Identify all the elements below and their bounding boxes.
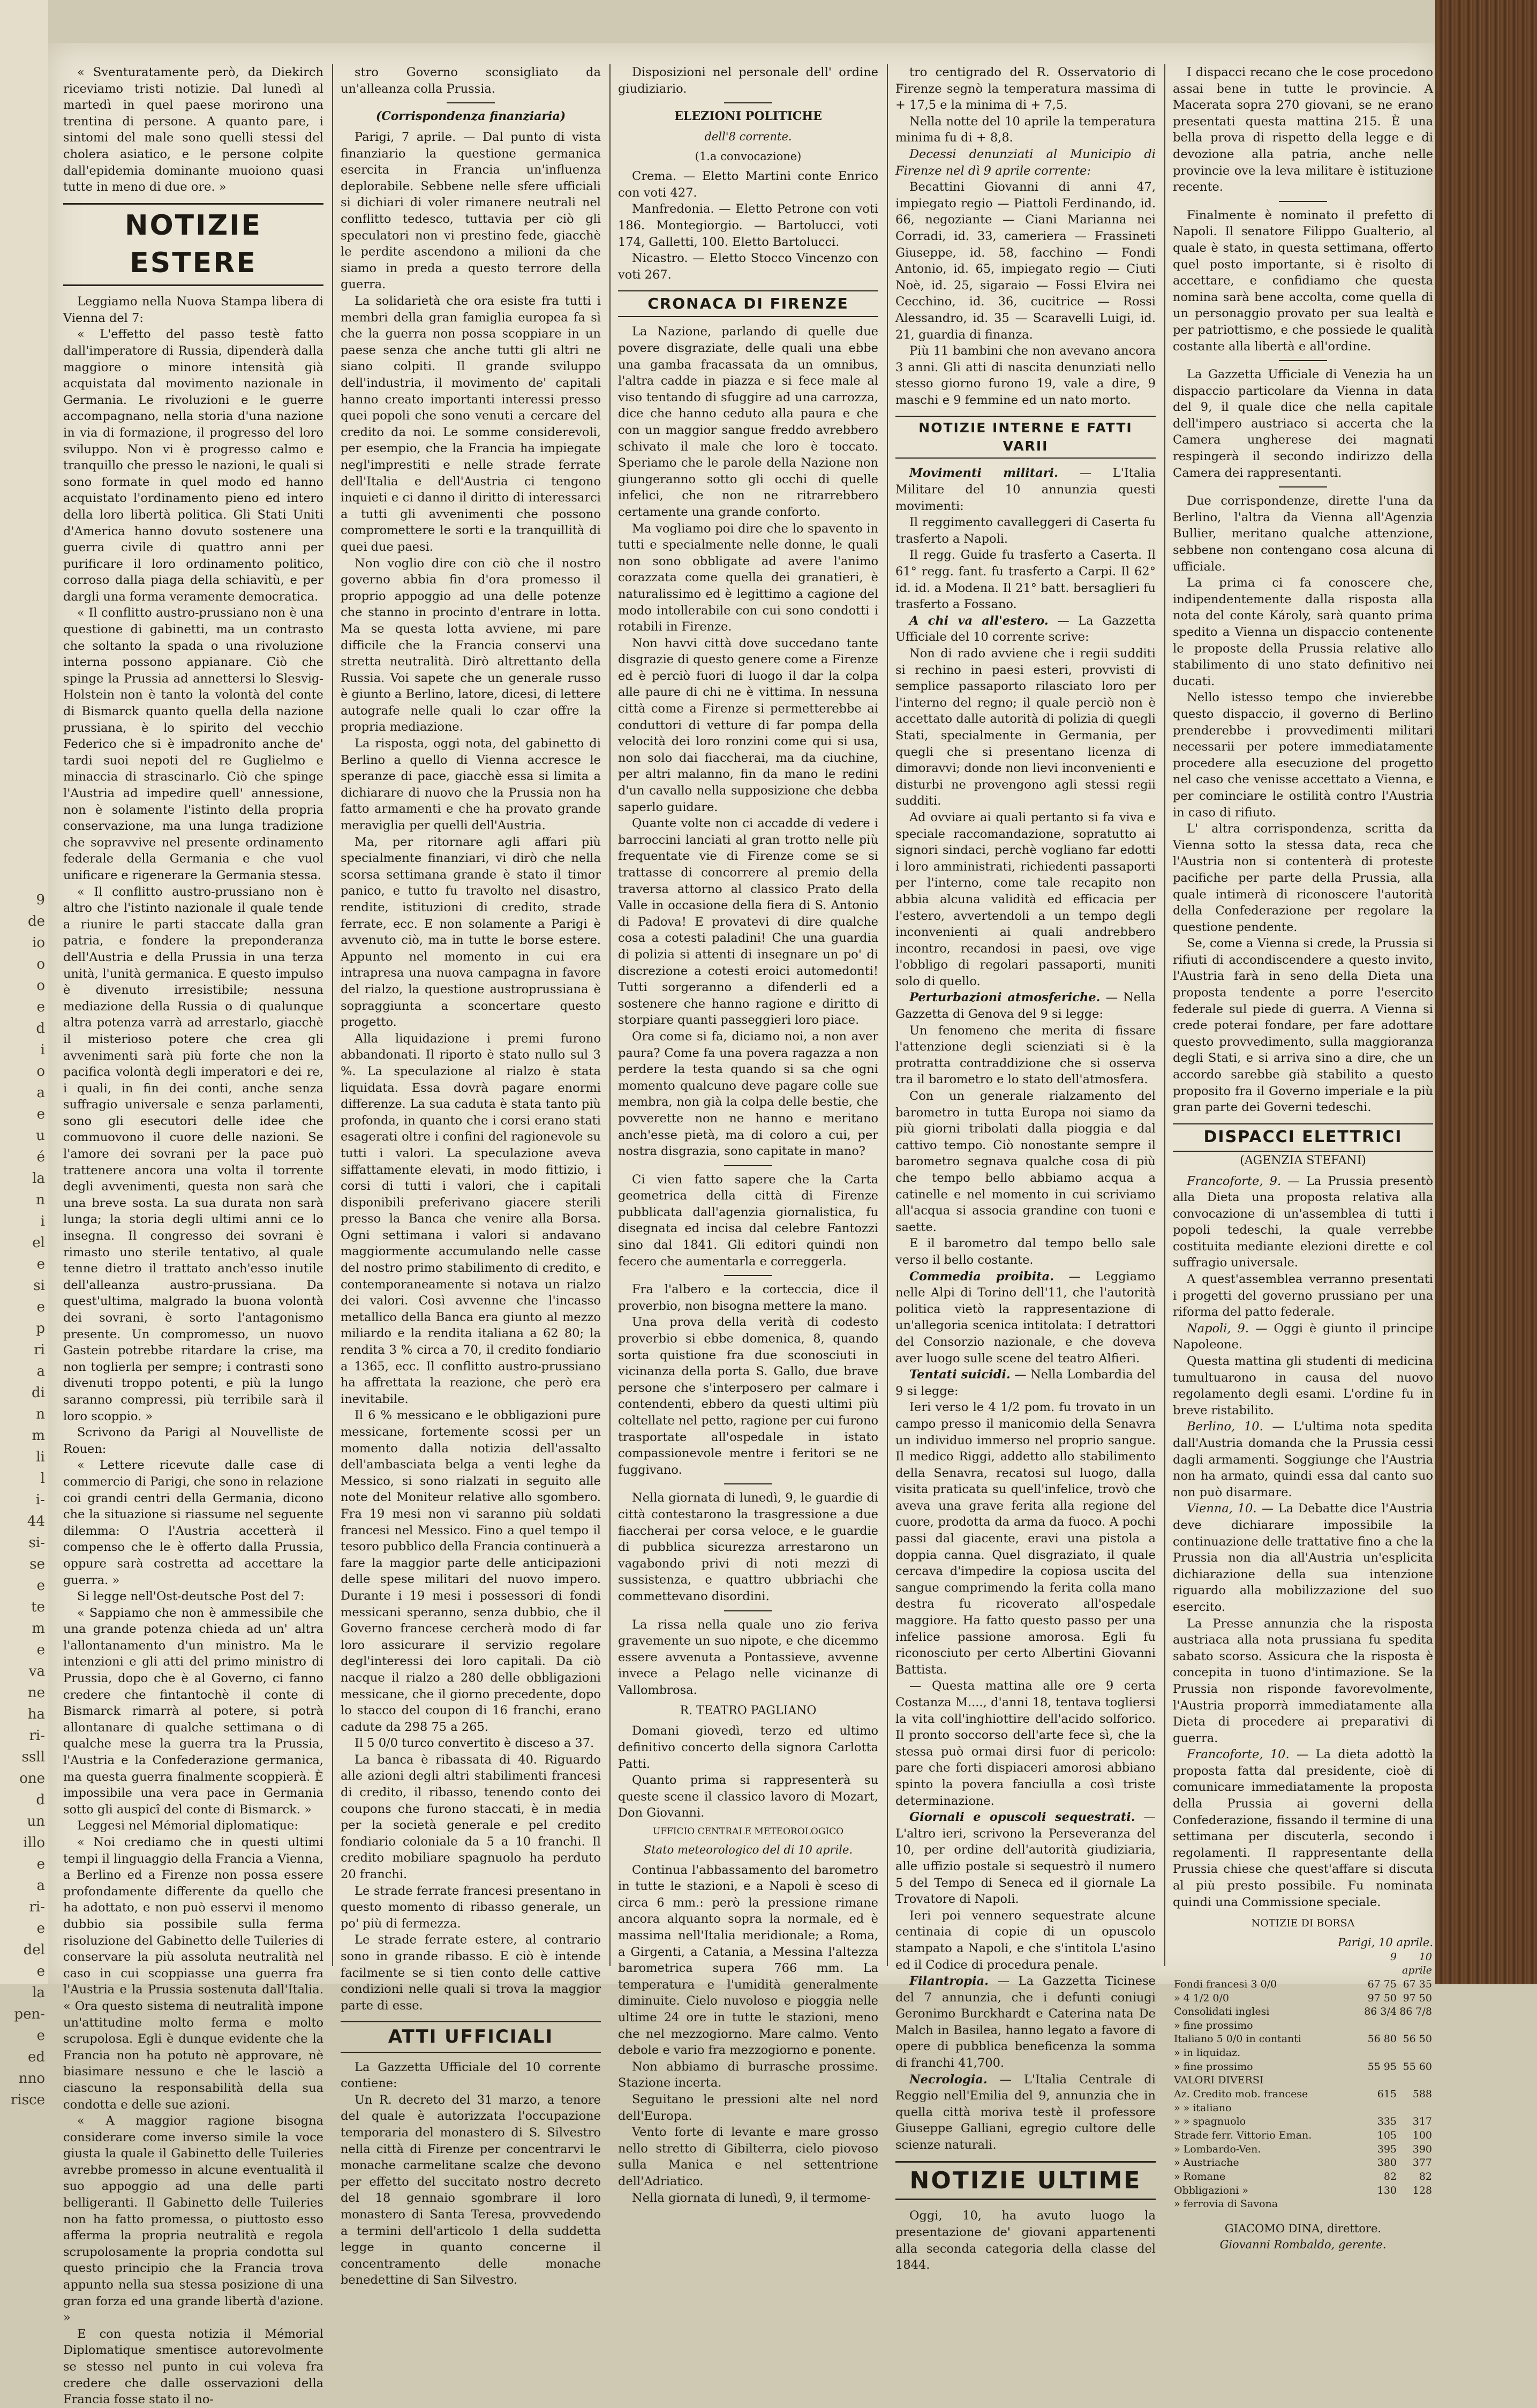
c3-e3: Nicastro. — Eletto Stocco Vincenzo con voti 267. (618, 251, 878, 282)
c4-p10: — Nella Gazzetta di Genova del 9 si legge: (895, 991, 1156, 1022)
margin-fragment: ed (27, 2049, 45, 2065)
margin-fragment: é (36, 1149, 45, 1165)
borsa-label-cell: Az. Credito mob. francese (1174, 2088, 1308, 2101)
c2-p4: La risposta, oggi nota, del gabinetto di Berlino a quello di Vienna accresce le speranze di pace, giacchè essa si limita a dichiarare di nuovo che la Prussia non ha fatto armamenti e che ha provato grande meraviglia per quelli dell'Austria. (341, 737, 601, 833)
margin-fragment: n (36, 1192, 45, 1208)
c2-opening: stro Governo sconsigliato da un'alleanza colla Prussia. (341, 65, 601, 96)
c4-p12: Con un generale rialzamento del barometro in tutta Europa noi siamo da più giorni tribolati dalla pioggia e dal cattivo tempo. Ciò nonostante sempre il barometro segnava qualche cosa di più che tempo bello abbiamo acqua a catinelle e nel momento in cui scriviamo all'acqua si associa grandine con tuoni e saette. (895, 1089, 1156, 1234)
margin-fragment: i- (35, 1492, 45, 1508)
borsa-label-cell: » in liquidaz. (1174, 2047, 1241, 2059)
c5-d8-para (1173, 1746, 1433, 1910)
c2-p3: Non voglio dire con ciò che il nostro governo abbia fin d'ora promesso il proprio appoggio ad una delle potenze che stanno in procinto d'entrare in lotta. Ma se questa lotta avviene, mi pare difficile che la Francia conservi una stretta neutralità. Dirò altrettanto della Russia. Voi sapete che un generale russo è giunto a Berlino, latore, dicesi, di lettere autografe nelle quali lo czar offre la propria mediazione. (341, 556, 601, 734)
c3-p13: Continua l'abbassamento del barometro in tutte le stazioni, e a Napoli è sceso di circa 6 mm.: però la pressione rimane ancora alquanto sopra la normale, ed è massima nell'Italia meridionale; a Roma, a Girgenti, a Catania, a Messina l'altezza barometrica supera 766 mm. La temperatura e l'umidità generalmente diminuite. Cielo nuvoloso e pioggia nelle ultime 24 ore in tutte le stazioni, meno che nel mezzogiorno. Mare calmo. Vento debole e vario fra mezzogiorno e ponente. (618, 1863, 878, 2058)
column-2 (341, 64, 601, 2287)
separator (1279, 360, 1327, 361)
notizie-interne-heading: NOTIZIE INTERNE E FATTI VARII (895, 416, 1156, 459)
borsa-place: Parigi, 10 aprile. (1338, 1936, 1433, 1949)
c2-p5: Ma, per ritornare agli affari più specialmente finanziari, vi dirò che nella scorsa settimana grande è stato il timor panico, e tutto fu travolto nel disastro, rendite, istituzioni di credito, strade ferrate, ecc. E non solamente a Parigi è avvenuto ciò, ma in tutte le borse estere. Appunto nel momento in cui era intrapresa una nuova campagna in favore del rialzo, la questione austroprussiana è sopraggiunta a sconcertare questo progetto. (341, 835, 601, 1030)
c4-para-4 (895, 465, 1156, 514)
c1-p12: E con questa notizia il Mémorial Diplomatique smentisce autorevolmente se stesso nel punto in cui voleva fra credere che dalle osservazioni della Francia fosse stato il no- (63, 2327, 323, 2407)
c5-d6-para (1173, 1501, 1433, 1615)
borsa-label-cell: » Austriache (1174, 2157, 1239, 2169)
borsa-value-cell: 56 50 (1403, 2033, 1432, 2045)
margin-fragment: la (32, 1171, 45, 1187)
margin-fragment: u (36, 1128, 45, 1144)
margin-fragment: m (32, 1621, 45, 1637)
c5-d3-para (1173, 1321, 1433, 1353)
borsa-row (1173, 2129, 1433, 2143)
borsa-subheader-row (1173, 1964, 1433, 1978)
borsa-value-cell: 97 50 (1367, 1992, 1397, 2004)
margin-fragment: ri- (29, 1899, 45, 1915)
c5-d6-place: Vienna, 10. (1187, 1502, 1257, 1516)
borsa-header-cell: 10 (1419, 1951, 1432, 1963)
c5-d8: — La dieta adottò la proposta fatta dal presidente, cioè di comunicare immediatamente la proposta della Prussia ai governi della Confederazione, fissando il termine di una settimana per discuterla, secondo i regolamenti. Il rappresentante della Prussia chiese che quest'affare si discuta al più presto possibile. Fu nominata quindi una Commissione speciale. (1173, 1747, 1434, 1909)
borsa-row (1173, 2032, 1433, 2046)
c4-p3: Più 11 bambini che non avevano ancora 3 anni. Gli atti di nascita denunziati nello stesso giorno furono 19, vale a dire, 9 maschi e 9 femmine ed un nato morto. (895, 344, 1156, 407)
borsa-label-cell: Obbligazioni » (1174, 2184, 1249, 2196)
c2-p12: La Gazzetta Ufficiale del 10 corrente contiene: (341, 2060, 601, 2091)
elezioni-date: dell'8 corrente. (704, 130, 792, 144)
margin-fragment: si (33, 1278, 45, 1294)
atti-ufficiali-heading: ATTI UFFICIALI (341, 2021, 601, 2052)
margin-fragment: te (31, 1599, 45, 1615)
c5-d1: — La Prussia presentò alla Dieta una proposta relativa alla convocazione di un'assemblea di tutti i popoli tedeschi, la quale verrebbe costituita mediante elezioni dirette e col suffragio universale. (1173, 1174, 1433, 1270)
c1-p4: « Il conflitto austro-prussiano non è altro che l'istinto nazionale il quale tende a riunire le parti staccate dalla gran patria, e fondere la preponderanza dell'Austria e della Prussia in una terza unità, l'unità germanica. E questo impulso è divenuto irresistibile; nessuna mediazione della Russia o di qualunque altra potenza varrà ad arrestarlo, giacchè il misterioso potere che crea gli avvenimenti sarà più forte che non la pacifica volontà degli imperatori e dei re, i quali, in fin dei conti, anche senza suffragio universale e senza parlamenti, sono gli esecutori delle idee che commuovono il cuore delle nazioni. Se l'amore dei sovrani per la pace può trattenere ancora una volta il torrente degli avvenimenti, questa non sarà che una breve sosta. La sua durata non sarà lunga; la storia degli ultimi anni ce lo insegna. Il congresso dei sovrani è rimasto uno sterile tentativo, al quale tenne dietro il trattato anch'esso inutile dell'alleanza austro-prussiana. Da quest'ultima, malgrado la buona volontà dei sovrani, è sorto l'antagonismo presente. Un compromesso, un nuovo Gastein potrebbe ritardare la crise, ma non toglierla per sempre; i contrasti sono divenuti troppo potenti, e più la lungo saranno compressi, più terribile sarà il loro scoppio. » (63, 884, 323, 1423)
dispacci-heading: DISPACCI ELETTRICI (1173, 1123, 1433, 1152)
c4-kicker-20: Filantropia. (909, 1974, 989, 1989)
c3-p10: La rissa nella quale uno zio feriva gravemente un suo nipote, e che dicemmo essere avvenuta a Pontassieve, avvenne invece a Pelago nelle vicinanze di Vallombrosa. (618, 1617, 878, 1697)
margin-fragment: risce (10, 2092, 45, 2108)
c5-p1: I dispacci recano che le cose procedono assai bene in tutte le provincie. A Macerata sopra 270 giovani, se ne erano presentati questa mattina 215. È una bella prova di rispetto della legge e di devozione alla patria, anche nelle provincie ove la leva militare è istituzione recente. (1173, 65, 1433, 194)
c4-p0: Nella notte del 10 aprile la temperatura minima fu di + 8,8. (895, 114, 1156, 145)
column-3 (618, 64, 878, 2205)
margin-fragment: e (36, 1856, 45, 1872)
c3-p2: Ma vogliamo poi dire che lo spavento in tutti e specialmente nelle donne, le quali non sono obbligate ad avere l'animo corazzata come quella dei granatieri, è naturalissimo ed è legittimo a cagione del modo intollerabile con cui sono condotti i rotabili in Firenze. (618, 521, 878, 634)
c4-p18: — L'altro ieri, scrivono la Perseveranza del 10, per ordine dell'autorità giudiziaria, alle uffizio postale si sequestrò il numero 5 del Tempo di Seneca ed il giornale La Trovatore di Napoli. (895, 1810, 1156, 1907)
c4-p22: Oggi, 10, ha avuto luogo la presentazione de' giovani appartenenti alla seconda categoria della classe del 1844. (895, 2209, 1156, 2272)
c4-kicker-15: Tentati suicidi. (909, 1368, 1011, 1382)
margin-fragment: li (36, 1449, 45, 1465)
c4-p13: E il barometro dal tempo bello sale verso il bello costante. (895, 1236, 1156, 1267)
borsa-row (1173, 2184, 1433, 2198)
c4-p4: — L'Italia Militare del 10 annunzia questi movimenti: (895, 466, 1156, 513)
margin-fragment: e (36, 999, 45, 1015)
c3-p7: Fra l'albero e la corteccia, dice il proverbio, non bisogna mettere la mano. (618, 1282, 878, 1313)
borsa-label-cell: » Romane (1174, 2170, 1226, 2182)
borsa-row (1173, 2197, 1433, 2211)
c4-p11: Un fenomeno che merita di fissare l'attenzione degli scienziati si è la protratta contraddizione che si osserva tra il barometro e lo stato dell'atmosfera. (895, 1023, 1156, 1087)
newspaper-page (48, 43, 1435, 2407)
borsa-header-cell (1173, 1951, 1362, 1964)
separator (724, 102, 772, 103)
margin-fragment: e (36, 1299, 45, 1315)
c4-p21: — L'Italia Centrale di Reggio nell'Emilia del 9, annunzia che in quella città moriva testè il professore Giuseppe Galliani, egregio cultore delle scienze naturali. (895, 2072, 1156, 2152)
c3-p15: Seguitano le pressioni alte nel nord dell'Europa. (618, 2092, 878, 2123)
c5-p8: Se, come a Vienna si crede, la Prussia si rifiuti di accondiscendere a questo invito, l'Austria farà in seno della Dieta una proposta tendente a porre l'esercito federale sul piede di guerra. A Vienna si crede poterai fondare, per fare adottare questo provvedimento, sulla maggioranza degli Stati, e si arriva sino a dire, che un accordo sarebbe già stabilito a questo proposito fra il Governo imperiale e la più gran parte dei Governi tedeschi. (1173, 936, 1433, 1115)
c4-p15: — Nella Lombardia del 9 si legge: (895, 1368, 1156, 1398)
borsa-value-cell: 128 (1412, 2184, 1432, 2196)
margin-fragment: e (36, 1578, 45, 1594)
c2-p11: Le strade ferrate estere, al contrario sono in grande ribasso. E ciò è intende facilmente se si tien conto delle cattive condizioni nelle quali si trova la maggior parte di esse. (341, 1933, 601, 2013)
c5-p7: L' altra corrispondenza, scritta da Vienna sotto la stessa data, reca che l'Austria non si contenterà di proteste pacifiche per parte della Prussia, alla quale intimerà di riconoscere l'autorità della Confederazione per regolare la questione pendente. (1173, 822, 1433, 934)
meteo-heading: UFFICIO CENTRALE METEOROLOGICO (652, 1826, 844, 1837)
c1-p6: « Lettere ricevute dalle case di commercio di Parigi, che sono in relazione coi grandi centri della Germania, dicono che la situazione si riassume nel seguente dilemma: O l'Austria accetterà il compenso che le è offerto dalla Prussia, oppure sarà costretta ad accettare la guerra. » (63, 1458, 323, 1587)
borsa-label-cell: » » spagnuolo (1174, 2116, 1246, 2128)
margin-fragment: a (36, 1085, 45, 1101)
c3-p4: Quante volte non ci accadde di vedere i barroccini lanciati al gran trotto nelle più frequentate vie di Firenze come se si trattasse di concorrere al premio della traversa attorno al classico Prato della Valle in occasione della fiera di S. Antonio di Padova! E provatevi di dire qualche cosa a cotesti paladini! Che una guardia di polizia si attenti di insegnare un po' di discrezione a cotesti eroici automedonti! Tutti sorgeranno a difenderli ed a sostenere che hanno ragione e diritto di storpiare quanti passeggieri loro piace. (618, 816, 878, 1027)
c5-d5: — L'ultima nota spedita dall'Austria domanda che la Prussia cessi dagli armamenti. Soggiunge che l'Austria non ha armato, quindi essa dal canto suo non può disarmare. (1173, 1420, 1433, 1499)
borsa-value-cell (1398, 2102, 1433, 2116)
column-5 (1173, 64, 1434, 2252)
borsa-row (1173, 2102, 1433, 2116)
margin-fragment: o (36, 978, 45, 994)
margin-fragment: m (32, 1428, 45, 1444)
margin-fragment: io (32, 935, 45, 951)
borsa-label-cell: » ferrovia di Savona (1174, 2198, 1278, 2210)
borsa-value-cell: 588 (1412, 2088, 1432, 2101)
c3-opening: Disposizioni nel personale dell' ordine giudiziario. (618, 65, 878, 96)
margin-fragment: o (36, 956, 45, 972)
borsa-value-cell (1362, 2019, 1398, 2033)
c1-p7: Si legge nell'Ost-deutsche Post del 7: (77, 1589, 305, 1604)
margin-fragment: e (36, 1642, 45, 1658)
borsa-value-cell: 86 7/8 (1399, 2006, 1432, 2018)
c3-p3: Non havvi città dove succedano tante disgrazie di questo genere come a Firenze ed è perciò fuori di luogo il dar la colpa alle paure di chi ne è vittima. In nessuna città come a Firenze si permetterebbe ai conduttori di vetture di far pompa della velocità dei loro ronzini come qui si usa, non solo dai fiaccherai, ma da ciuchine, per altri malanno, fin da mano le redini d'un cavallo nella supposizione che debba saperlo guidare. (618, 636, 878, 814)
margin-fragment: e (36, 1106, 45, 1122)
c2-p1: Parigi, 7 aprile. — Dal punto di vista finanziario la questione germanica esercita in Francia un'influenza deplorabile. Sebbene nelle sfere ufficiali si dichiari di voler rimanere neutrali nel conflitto tedesco, tuttavia per ciò gli speculatori non vi prestino fede, giacchè le perdite ascendono a milioni da che siamo in preda a questo terrore della guerra. (341, 130, 601, 292)
c5-d7: La Presse annunzia che la risposta austriaca alla nota prussiana fu spedita sabato scorso. Assicura che la risposta è concepita in tuono d'intimazione. Se la Prussia non risponde favorevolmente, l'Austria proporrà immediatamente alla Dieta di procedere ai preparativi di guerra. (1173, 1616, 1433, 1745)
notizie-ultime-heading: NOTIZIE ULTIME (895, 2161, 1156, 2201)
borsa-value-cell: 82 (1383, 2170, 1397, 2182)
c1-p9: Leggesi nel Mémorial diplomatique: (77, 1819, 298, 1833)
c5-d3: — Oggi è giunto il principe Napoleone. (1173, 1321, 1433, 1352)
borsa-value-cell: 615 (1377, 2088, 1397, 2101)
c2-p7: Il 6 % messicano e le obbligazioni pure messicane, fortemente scossi per un momento dalla notizia dell'assalto dell'ambasciata belga a venti leghe da Messico, si sono rialzati in seguito alle note del Moniteur relative allo sgombero. Fra 19 mesi non vi saranno più soldati francesi nel Messico. Fino a quel tempo il tesoro pubblico della Francia continuerà a fare la maggior parte delle anticipazioni delle spese militari del nuovo impero. Durante i 19 mesi i possessori di fondi messicani speranno, senza dubbio, che il Governo francese cercherà modo di far loro assicurare il servizio regolare degl'interessi dei loro capitali. Da ciò nacque il rialzo a 280 delle obbligazioni messicane, che il giorno precedente, dopo lo stacco del coupon di 16 franchi, erano cadute da 298 75 a 265. (341, 1408, 601, 1734)
dispacci-agency: (AGENZIA STEFANI) (1240, 1153, 1366, 1167)
margin-fragment: e (36, 1963, 45, 1979)
c4-p20: — La Gazzetta Ticinese del 7 annunzia, che i defunti coniugi Geronimo Burckhardt e Caterina nata De Malch in Basilea, hanno legato a favore di opere di pubblica beneficenza la somma di franchi 41,700. (895, 1974, 1156, 2071)
borsa-label-cell: Strade ferr. Vittorio Eman. (1174, 2129, 1312, 2141)
column-1 (63, 64, 323, 2407)
c2-p13: Un R. decreto del 31 marzo, a tenore del quale è autorizzata l'occupazione temporaria del monastero di S. Silvestro nella città di Firenze per concentrarvi le monache carmelitane scalze che devono per effetto del succitato nostro decreto del 18 gennaio sgombrare il loro monastero di Santa Teresa, provvedendo a termini dell'articolo 1 della suddetta legge in quanto concerne il concentramento delle monache benedettine di San Silvestro. (341, 2092, 601, 2287)
margin-fragment: si- (28, 1535, 45, 1551)
c2-p2: La solidarietà che ora esiste fra tutti i membri della gran famiglia europea fa sì che la guerra non possa scoppiare in un paese senza che anche tutti gli altri ne siano colpiti. Il grande sviluppo dell'industria, il movimento de' capitali hanno creato importanti interessi presso quei popoli che sono venuti a cercare del credito da noi. Le somme considerevoli, per esempio, che la Francia ha impiegate negl'imprestiti e nelle strade ferrate dell'Italia e dell'Austria ci tengono inquieti e ci danno il diritto di interessarci a tutti gli avvenimenti che possono compromettere le sorti e la tranquillità di quei due paesi. (341, 294, 601, 554)
c4-p19: Ieri poi vennero sequestrate alcune centinaia di copie di un opuscolo stampato a Napoli, e che s'intitola L'asino ed il Codice di procedura penale. (895, 1908, 1156, 1972)
separator (1279, 201, 1327, 202)
c3-p17: Nella giornata di lunedì, 9, il termome- (632, 2191, 871, 2205)
meteo-subheading: Stato meteorologico del di 10 aprile. (643, 1843, 853, 1857)
c4-para-15 (895, 1367, 1156, 1399)
c4-para-18 (895, 1809, 1156, 1908)
margin-fragment: n (36, 1406, 45, 1422)
c1-p8: « Sappiamo che non è ammessibile che una grande potenza chieda ad un' altra l'allontanamento d'un ministro. Ma le intenzioni e gli atti del primo ministro di Prussia, dopo che è al Governo, ci fanno credere che fintantochè il conte di Bismarck rimarrà al potere, si potrà allontanare di qualche settimana o di qualche mese la guerra tra la Prussia, l'Austria e la Confederazione germanica, ma questa guerra finalmente scoppierà. È impossibile una vera pace in Germania sotto gli auspicî del conte di Bismarck. » (63, 1606, 323, 1817)
margin-fragment: i (40, 1042, 45, 1058)
margin-fragment: p (36, 1321, 45, 1337)
borsa-value-cell: 100 (1412, 2129, 1432, 2141)
c5-d4: Questa mattina gli studenti di medicina tumultuarono in causa del nuovo regolamento degli esami. L'ordine fu in breve ristabilito. (1173, 1354, 1433, 1417)
c3-p8: Una prova della verità di codesto proverbio si ebbe domenica, 8, quando sorta quistione fra due sconosciuti in vicinanza della porta S. Gallo, due brave persone che s'interposero per calmare i contendenti, ebbero da questi ultimi più coltellate nel petto, ragione per cui furono trasportate all'ospedale in istato compassionevole mentre i feritori se ne fuggivano. (618, 1315, 878, 1477)
c5-d8-place: Francoforte, 10. (1187, 1747, 1290, 1762)
c5-d1-para (1173, 1173, 1433, 1272)
c3-p14: Non abbiamo di burrasche prossime. Stazione incerta. (618, 2059, 878, 2090)
borsa-value-cell: 67 75 (1367, 1978, 1397, 1990)
c5-p4: Due corrispondenze, dirette l'una da Berlino, l'altra da Vienna all'Agenzia Bullier, meritano qualche attenzione, sebbene non contengano cosa alcuna di ufficiale. (1173, 494, 1433, 574)
margin-fragment: l (40, 1471, 45, 1487)
margin-fragment: a (36, 1878, 45, 1894)
margin-fragment: de (27, 913, 45, 929)
c4-p2: Becattini Giovanni di anni 47, impiegato regio — Piattoli Ferdinando, id. 66, negoziante — Ciani Marianna nei Corradi, id. 33, cameriera — Frassineti Giuseppe, id. 58, facchino — Fondi Antonio, id. 65, impiegato regio — Ciuti Noè, id. 25, sigaraio — Fossi Elvira nei Cecchino, id. 36, cucitrice — Rossi Alessandro, id. 35 — Scaravelli Luigi, id. 21, guardia di finanza. (895, 180, 1156, 342)
c4-kicker-4: Movimenti militari. (909, 466, 1058, 481)
borsa-row (1173, 2143, 1433, 2157)
c4-para-7 (895, 613, 1156, 646)
separator (724, 1610, 772, 1611)
c1-p11: « A maggior ragione bisogna considerare come inverso simile la voce giusta la quale il Gabinetto delle Tuileries avrebbe promesso in alcune eventualità il suo appoggio ad una delle parti belligeranti. Il Gabinetto delle Tuileries non ha fatto promessa, o piuttosto esso afferma la propria neutralità e regola scrupolosamente la propria condotta sul questo principio che la Francia trova appunto nella sua stessa posizione di una gran forza ed una grande libertà d'azione. » (63, 2114, 323, 2325)
c4-p1: Decessi denunziati al Municipio di Firenze nel dì 9 aprile corrente: (895, 147, 1156, 178)
c4-para-20 (895, 1973, 1156, 2072)
c4-kicker-10: Perturbazioni atmosferiche. (909, 991, 1101, 1005)
margin-fragment: one (19, 1771, 45, 1787)
margin-fragment: illo (23, 1835, 45, 1851)
c4-p16: Ieri verso le 4 1/2 pom. fu trovato in un campo presso il manicomio della Senavra un individuo immerso nel proprio sangue. Il medico Riggi, addetto allo stabilimento della Senavra, recatosi sul luogo, dalla visita praticata su quell'infelice, trovò che aveva una grave ferita alla regione del cuore, prodotta da arma da fuoco. A pochi passi dal giacente, eravi una pistola a doppia canna. Quel disgraziato, il quale cercava d'impedire la copiosa uscita del sangue comprimendo la ferita colla mano destra fu ricoverato all'ospedale maggiore. Ha fatto questo passo per una infelice passione amorosa. Egli fu riconosciuto per certo Albertini Giovanni Battista. (895, 1400, 1156, 1677)
borsa-label-cell: Italiano 5 0/0 in contanti (1174, 2033, 1301, 2045)
borsa-label-cell: Consolidati inglesi (1174, 2006, 1270, 2018)
borsa-heading: NOTIZIE DI BORSA (1251, 1917, 1355, 1930)
c3-p6: Ci vien fatto sapere che la Carta geometrica della città di Firenze pubblicata dall'agenzia giornalistica, fu disegnata ed incisa dal celebre Fantozzi sino dal 1841. Gli editori quindi non fecero che aumentarla e correggerla. (618, 1172, 878, 1269)
c4-p9: Ad ovviare ai quali pertanto si fa viva e speciale raccomandazione, sopratutto ai signori sindaci, perchè vogliano far edotti i loro amministrati, richiedenti passaporti per l'interno, come tale recapito non abbia alcuna validità ed efficacia per l'estero, avvertendoli a un tempo degli inconvenienti ai quali andrebbero incontro, recandosi in paesi, ove vige l'obbligo di regolari passaporti, muniti solo di quello. (895, 810, 1156, 988)
borsa-value-cell (1398, 2019, 1433, 2033)
c3-e2: Manfredonia. — Eletto Petrone con voti 186. Montegiorgio. — Bartolucci, voti 174, Galletti, 100. Eletto Bartolucci. (618, 202, 878, 249)
c1-p10: « Noi crediamo che in questi ultimi tempi il linguaggio della Francia a Vienna, a Berlino ed a Firenze non possa essere profondamente differente da quello che ha adottato, e non può esservi il menomo dubbio sia possibile sulla ferma risoluzione del Gabinetto delle Tuileries di conservare la più assoluta neutralità nel caso in cui scoppiasse una guerra fra l'Austria e la Prussia sostenuta dall'Italia. « Ora questo sistema di neutralità impone un'attitudine molto ferma e molto scrupolosa. Egli è dunque evidente che la Francia non ha potuto nè approvare, nè biasimare nessuno e che le lasciò a ciascuno la responsabilità della sua condotta e delle sue azioni. (63, 1835, 323, 2112)
column-rule (1164, 64, 1165, 1966)
margin-fragment: se (29, 1556, 45, 1572)
c4-kicker-14: Commedia proibita. (909, 1269, 1054, 1284)
margin-fragment: i (40, 1213, 45, 1229)
margin-fragment: e (36, 1256, 45, 1272)
c3-e1: Crema. — Eletto Martini conte Enrico con voti 427. (618, 169, 878, 200)
c5-p6: Nello istesso tempo che invierebbe questo dispaccio, il governo di Berlino prenderebbe i provvedimenti militari necessarii per potere immediatamente procedere alla esecuzione del progetto nel caso che venisse accettato a Vienna, e per cominciare le ostilità contro l'Austria in caso di rifiuto. (1173, 691, 1433, 820)
margin-fragment: ri- (29, 1728, 45, 1744)
c5-p2: Finalmente è nominato il prefetto di Napoli. Il senatore Filippo Gualterio, al quale è stato, in questa settimana, offerto quel posto importante, si è risolto di accettare, e confidiamo che questa nomina sarà bene accolta, come quella di un personaggio provato per sua lealtà e per patriottismo, e che possiede le qualità costante alla libertà e all'ordine. (1173, 208, 1433, 354)
c4-para-14 (895, 1269, 1156, 1367)
signature-manager: Giovanni Rombaldo, gerente. (1219, 2238, 1387, 2252)
borsa-value-cell (1398, 2197, 1433, 2211)
c2-p6: Alla liquidazione i premi furono abbandonati. Il riporto è stato nullo sul 3 %. La speculazione al rialzo è stata liquidata. Essa dovrà pagare enormi differenze. La sua caduta è stata tanto più profonda, in quanto che i corsi erano stati esagerati oltre i confini del ragionevole su tutti i valori. La speculazione aveva siffattamente elevati, in modo fittizio, i corsi di tutti i valori, che i capitali disponibili preferivano giacere sterili presso la Banca che venire alla Borsa. Ogni settimana i valori si andavano maggiormente accumulando nelle casse del nostro primo stabilimento di credito, e contemporaneamente si notava un rialzo dei valori. Così avvenne che l'incasso metallico della Banca era giunto al mezzo miliardo e la rendita italiana a 62 80; la rendita 3 % circa a 70, il credito fondiario a 1365, ecc. Il conflitto austro-prussiano ha affrettata la reazione, che però era inevitabile. (341, 1031, 601, 1406)
elezioni-heading: ELEZIONI POLITICHE (674, 109, 822, 124)
c3-p16: Vento forte di levante e mare grosso nello stretto di Gibilterra, cielo piovoso sulla Manica e nel settentrione dell'Adriatico. (618, 2125, 878, 2188)
column-rule (609, 64, 611, 1966)
borsa-row (1173, 2046, 1433, 2060)
borsa-value-cell: 335 (1377, 2116, 1397, 2128)
margin-fragment: ssll (21, 1749, 45, 1765)
borsa-value-cell (1362, 2102, 1398, 2116)
borsa-value-cell (1398, 2046, 1433, 2060)
c4-p8: Non di rado avviene che i regii sudditi si rechino in paesi esteri, provvisti di semplice passaporto rilasciato loro per l'interno del regno; il quale perciò non è accettato dalle autorità di polizia di quegli Stati, specialmente in Germania, per quegli che si presentano licenza di dimoravvi; donde non lievi inconvenienti e disturbi ne provengono agli stessi regii sudditi. (895, 647, 1156, 808)
c4-p7: — La Gazzetta Ufficiale del 10 corrente scrive: (895, 613, 1156, 644)
borsa-label-cell: VALORI DIVERSI (1174, 2074, 1264, 2087)
borsa-value-cell: 390 (1412, 2143, 1432, 2155)
borsa-value-cell: 317 (1412, 2116, 1432, 2128)
c3-p1: La Nazione, parlando di quelle due povere disgraziate, delle quali una ebbe una gamba fracassata da un omnibus, l'altra cadde in piazza e si fece male al viso tentando di sfuggire ad una carrozza, dice che hanno ceduto alla paura e che con un maggior sangue freddo avrebbero schivato il male che loro è toccato. Speriamo che le parole della Nazione non giungeranno sotto gli occhi di quelle infelici, che non ne ritrarrebbero certamente una grande conforto. (618, 325, 878, 519)
margin-fragment: ne (27, 1685, 45, 1701)
borsa-row (1173, 2088, 1433, 2102)
borsa-label-cell: » » italiano (1174, 2102, 1232, 2114)
margin-fragment: ri (34, 1342, 45, 1358)
c4-p5: Il reggimento cavalleggeri di Caserta fu trasferto a Napoli. (895, 515, 1156, 546)
margin-fragment: d (36, 1792, 45, 1808)
c1-p3: « Il conflitto austro-prussiano non è una questione di gabinetti, ma un contrasto che soltanto la spada o una rivoluzione interna possono appianare. Ciò che spinge la Prussia ad annettersi lo Slesvig-Holstein non è tanto la volontà del conte di Bismarck quanto quella della nazione prussiana, è lo spirito del vecchio Federico che si è impadronito anche de' tardi suoi nepoti del re Guglielmo e minaccia di strascinarlo. Ciò che spinge l'Austria ad impedire quell' annessione, non è solamente l'istinto della propria conservazione, ma una lunga tradizione che sopravvive nel presente ordinamento federale della Germania e che vuol unificare e rigenerare la Germania stessa. (63, 606, 323, 882)
column-rule (332, 64, 333, 1966)
c4-kicker-18: Giornali e opuscoli sequestrati. (909, 1810, 1135, 1825)
margin-fragment: di (32, 1385, 45, 1401)
elezioni-convocation: (1.a convocazione) (695, 149, 802, 163)
margin-fragment: d (36, 1021, 45, 1037)
borsa-row (1173, 2170, 1433, 2184)
borsa-value-cell: 380 (1377, 2157, 1397, 2169)
borsa-value-cell: 86 3/4 (1364, 2006, 1397, 2018)
borsa-value-cell: 105 (1377, 2129, 1397, 2141)
margin-fragment: 44 (27, 1513, 45, 1529)
margin-fragment: e (36, 1921, 45, 1937)
margin-fragment: o (36, 1063, 45, 1079)
c4-p17: — Questa mattina alle ore 9 certa Costanza M...., d'anni 18, tentava togliersi la vita coll'inghiottire dell'acido solforico. Il pronto soccorso dell'arte fece sì, che la stessa può ormai dirsi fuor di pericolo: pare che forti dispiaceri amorosi abbiano spinto la povera fanciulla a così triste determinazione. (895, 1679, 1156, 1808)
c3-p9: Nella giornata di lunedì, 9, le guardie di città contestarono la trasgressione a due fiaccherai per corsa veloce, e le guardie di pubblica sicurezza arrestarono un vagabondo privi di noti mezzi di sussistenza, e quattro ubbriachi che commettevano disordini. (618, 1491, 878, 1603)
c3-p11: Domani giovedì, terzo ed ultimo definitivo concerto della signora Carlotta Patti. (618, 1724, 878, 1771)
borsa-row (1173, 2115, 1433, 2129)
borsa-row (1173, 1992, 1433, 2006)
c3-p12: Quanto prima si rappresenterà su queste scene il classico lavoro di Mozart, Don Giovanni. (618, 1773, 878, 1820)
borsa-value-cell: 55 95 (1367, 2060, 1397, 2073)
separator (724, 1165, 772, 1166)
borsa-value-cell: 130 (1377, 2184, 1397, 2196)
borsa-value-cell (1362, 2197, 1398, 2211)
c5-d1-place: Francoforte, 9. (1187, 1174, 1282, 1188)
c1-p2: « L'effetto del passo testè fatto dall'imperatore di Russia, dipenderà dalla maggiore o minore intensità già acquistata dal movimento nazionale in Germania. Le rivoluzioni e le guerre accompagnano, nella storia d'una nazione in via di formazione, il progresso del loro sviluppo. Non vi è progresso calmo e tranquillo che presso le nazioni, le quali si sono formate in quel modo ed hanno acquistato l'ordinamento pieno ed intero della loro libertà politica. Gli Stati Uniti d'America hanno dovuto sostenere una guerra civile di quattro anni per purificare il loro ordinamento politico, corroso dalla piaga della schiavitù, e per dargli una forma veramente democratica. (63, 327, 323, 604)
borsa-label-cell: Fondi francesi 3 0/0 (1174, 1978, 1277, 1990)
corrispondenza-heading: (Corrispondenza finanziaria) (375, 109, 566, 124)
borsa-row (1173, 1978, 1433, 1992)
margin-fragment: a (36, 1363, 45, 1379)
borsa-label-cell: » 4 1/2 0/0 (1174, 1992, 1229, 2004)
separator (1279, 486, 1327, 487)
borsa-row (1173, 2156, 1433, 2170)
c1-opening: « Sventuratamente però, da Diekirch riceviamo tristi notizie. Dal lunedì al martedì in quel paese morirono una trentina di persone. A quanto pare, i sintomi del male sono quelli stessi del cholera asiatico, e le persone colpite dall'epidemia dominante muoiono quasi tutte in meno di due ore. » (63, 65, 323, 194)
borsa-label-cell: » fine prossimo (1174, 2019, 1253, 2031)
separator (724, 1483, 772, 1484)
borsa-label-cell: » Lombardo-Ven. (1174, 2143, 1261, 2155)
margin-fragment: ha (27, 1706, 45, 1722)
c2-p10: Le strade ferrate francesi presentano in questo momento di ribasso generale, un po' più di fermezza. (341, 1884, 601, 1931)
c4-opening: tro centigrado del R. Osservatorio di Firenze segnò la temperatura massima di + 17,5 e la minima di + 7,5. (895, 65, 1156, 112)
borsa-value-cell: 97 50 (1403, 1992, 1432, 2004)
margin-fragment: va (28, 1663, 45, 1679)
c2-p9: La banca è ribassata di 40. Riguardo alle azioni degli altri stabilimenti francesi di credito, il ribasso, tenendo conto dei coupons che furono staccati, è in media per la società generale e pel credito fondiario coloniale da 5 a 10 franchi. Il credito mobiliare spagnuolo ha perduto 20 franchi. (341, 1752, 601, 1882)
borsa-row (1173, 2060, 1433, 2074)
borsa-value-cell: 395 (1377, 2143, 1397, 2155)
borsa-row (1173, 2005, 1433, 2019)
c5-d2: A quest'assemblea verranno presentati i progetti del governo prussiano per una riforma del patto federale. (1173, 1272, 1433, 1319)
borsa-subheader-cell: aprile (1402, 1964, 1432, 1977)
left-margin-fragments (0, 0, 48, 2108)
cronaca-heading: CRONACA DI FIRENZE (618, 290, 878, 317)
c4-p6: Il regg. Guide fu trasferto a Caserta. Il 61° regg. fant. fu trasferto a Carpi. Il 62° id. id. a Modena. Il 21° batt. bersaglieri fu trasferto a Fossano. (895, 548, 1156, 612)
notizie-estere-heading: NOTIZIE ESTERE (63, 203, 323, 286)
column-rule (887, 64, 888, 1966)
margin-fragment: e (36, 2028, 45, 2044)
c1-p5: Scrivono da Parigi al Nouvelliste de Rouen: (63, 1426, 323, 1456)
margin-fragment: 9 (36, 892, 45, 908)
c5-d3-place: Napoli, 9. (1187, 1321, 1249, 1336)
c4-kicker-7: A chi va all'estero. (909, 613, 1049, 628)
borsa-row (1173, 2019, 1433, 2033)
c5-p5: La prima ci fa conoscere che, indipendentemente dalla risposta alla nota del conte Károly, sarà quanto prima spedito a Vienna un dispaccio contenente le proposte della Prussia relative allo stabilimento di uno stato definitivo nei ducati. (1173, 576, 1433, 688)
margin-fragment: nno (18, 2071, 45, 2087)
c4-p14: — Leggiamo nelle Alpi di Torino dell'11, che l'autorità politica vietò la rappresentazione di un'allegoria scenica intitolata: I detrattori del Consorzio nazionale, e che doveva aver luogo sulle scene del teatro Alfieri. (895, 1269, 1156, 1366)
c5-p3: La Gazzetta Ufficiale di Venezia ha un dispaccio particolare da Vienna in data del 9, il quale dice che nella capitale dell'impero austriaco si accerta che la Camera ungherese dei magnati respingerà il secondo indirizzo della Camera dei rappresentanti. (1173, 367, 1433, 480)
margin-fragment: del (23, 1942, 45, 1958)
borsa-table (1173, 1951, 1433, 2211)
margin-fragment: el (32, 1235, 45, 1251)
teatro-heading: R. TEATRO PAGLIANO (680, 1704, 817, 1717)
signature-director: GIACOMO DINA, direttore. (1224, 2222, 1382, 2235)
borsa-value-cell: 56 80 (1367, 2033, 1397, 2045)
margin-fragment: pen- (14, 2006, 45, 2022)
borsa-value-cell: 377 (1412, 2157, 1432, 2169)
margin-fragment: la (32, 1985, 45, 2001)
c4-para-21 (895, 2072, 1156, 2154)
borsa-value-cell: 82 (1419, 2170, 1432, 2182)
borsa-header-cell: 9 (1390, 1951, 1397, 1963)
borsa-value-cell: 55 60 (1403, 2060, 1432, 2073)
c5-d5-place: Berlino, 10. (1187, 1420, 1263, 1434)
c4-kicker-21: Necrologia. (909, 2072, 988, 2087)
separator (447, 102, 495, 103)
book-binding (1435, 0, 1537, 1984)
borsa-label-cell: » fine prossimo (1174, 2060, 1253, 2073)
c1-p1: Leggiamo nella Nuova Stampa libera di Vienna del 7: (63, 295, 323, 325)
c5-d5-para (1173, 1419, 1433, 1501)
margin-fragment: un (27, 1813, 45, 1829)
borsa-value-cell: 67 35 (1403, 1978, 1432, 1990)
borsa-header-row (1173, 1951, 1433, 1964)
c5-d6: — La Debatte dice l'Austria deve dichiarare impossibile la continuazione delle trattative fino a che la Prussia non dia all'Austria un'esplicita dichiarazione della sua intenzione riguardo alla mobilizzazione del suo esercito. (1173, 1502, 1433, 1614)
borsa-value-cell (1362, 2046, 1398, 2060)
c3-p5: Ora come si fa, diciamo noi, a non aver paura? Come fa una povera ragazza a non perdere la testa quando si sa che ogni momento qualcuno deve pagare colle sue membra, non già la colpa delle bestie, che povverette non ne hanno e meritano anch'esse pietà, ma di coloro a cui, per nostra disgrazia, sono capitate in mano? (618, 1029, 878, 1159)
c2-p8: Il 5 0/0 turco convertito è disceso a 37. (355, 1736, 594, 1751)
borsa-value-cell (1362, 2074, 1398, 2088)
c4-para-10 (895, 989, 1156, 1022)
column-4 (895, 64, 1156, 2272)
borsa-value-cell (1398, 2074, 1433, 2088)
separator (724, 1275, 772, 1276)
borsa-row (1173, 2074, 1433, 2088)
